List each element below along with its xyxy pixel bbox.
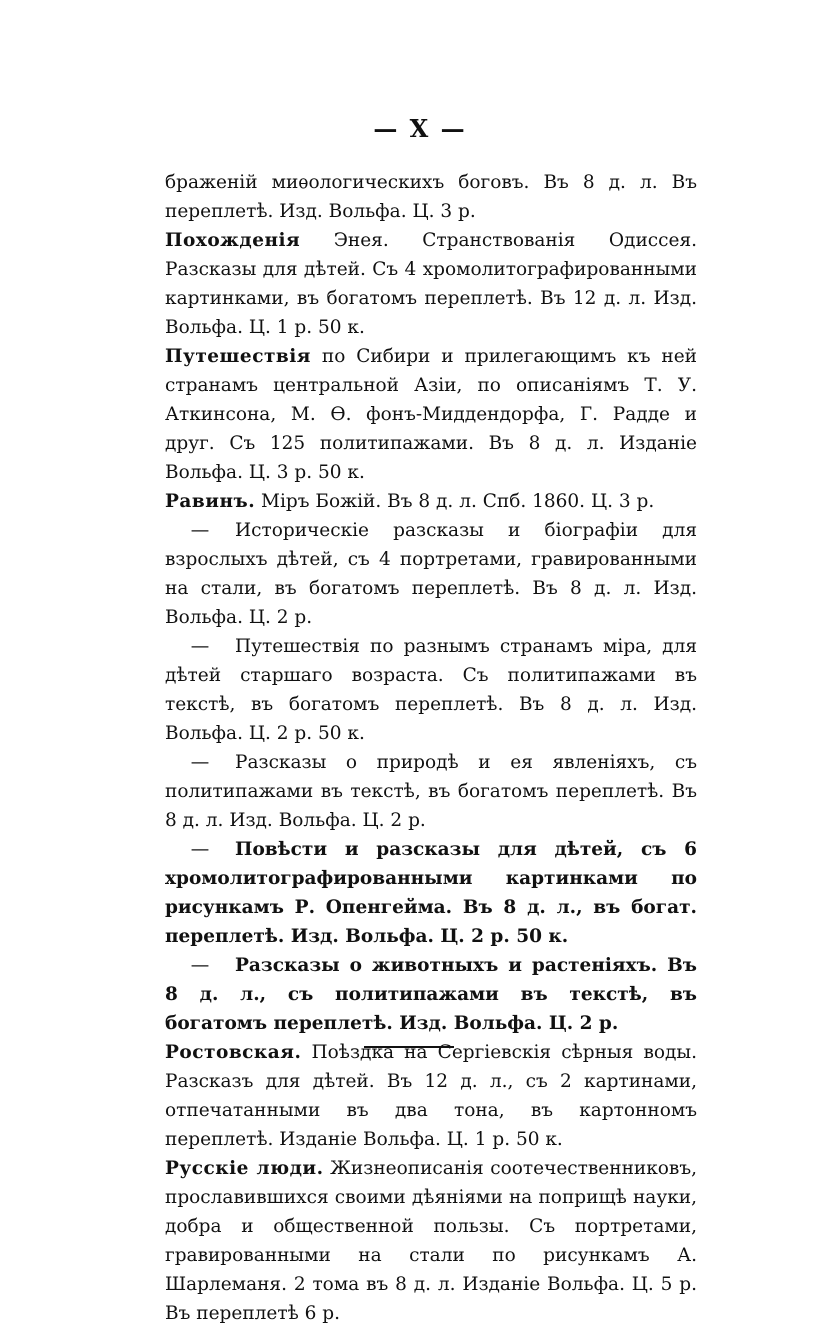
catalog-entry (165, 168, 697, 226)
catalog-entry (165, 748, 697, 835)
entry-text: браженій миѳологическихъ боговъ. Въ 8 д. л. Въ переплетѣ. Изд. Вольфа. Ц. 3 р. (165, 172, 697, 222)
catalog-entry (165, 226, 697, 342)
ditto-dash: — (190, 839, 210, 860)
entry-text: Жизнеописанія соотечественниковъ, прославившихся своими дѣяніями на поприщѣ науки, добра и общественной пользы. Съ портретами, гравированными на стали по рисункамъ А. Шарлеманя. 2 тома въ 8 д. л. Изданіе Вольфа. Ц. 5 р. Въ переплетѣ 6 р. (165, 1158, 698, 1324)
catalog-entry (165, 632, 697, 748)
ditto-dash: — (190, 636, 210, 657)
entry-heading: Русскіе люди. (165, 1158, 324, 1179)
catalog-entry (165, 516, 697, 632)
catalog-entry (165, 835, 697, 951)
entry-text: Историческіе разсказы и біографіи для взрослыхъ дѣтей, съ 4 портретами, гравированными на стали, въ богатомъ переплетѣ. Въ 8 д. л. Изд. Вольфа. Ц. 2 р. (165, 520, 697, 628)
entry-text: Путешествія по разнымъ странамъ міра, для дѣтей старшаго возраста. Съ политипажами въ текстѣ, въ богатомъ переплетѣ. Въ 8 д. л. Изд. Вольфа. Ц. 2 р. 50 к. (165, 636, 697, 744)
entry-heading: Похожденія (165, 230, 301, 251)
entry-text: Энея. Странствованія Одиссея. Разсказы для дѣтей. Съ 4 хромолитографированными картинками, въ богатомъ переплетѣ. Въ 12 д. л. Изд. Вольфа. Ц. 1 р. 50 к. (165, 230, 697, 338)
page-number: — X — (373, 114, 467, 143)
entry-text: Разсказы о природѣ и ея явленіяхъ, съ политипажами въ текстѣ, въ богатомъ переплетѣ. Въ 8 д. л. Изд. Вольфа. Ц. 2 р. (165, 752, 697, 831)
ditto-dash: — (190, 955, 210, 976)
catalog-entry (165, 951, 697, 1038)
entry-text: Повѣсти и разсказы для дѣтей, съ 6 хромолитографированными картинками по рисункамъ Р. Опенгейма. Въ 8 д. л., въ богат. переплетѣ. Изд. Вольфа. Ц. 2 р. 50 к. (165, 839, 697, 947)
entry-text: по Сибири и прилегающимъ къ ней странамъ центральной Азіи, по описаніямъ Т. У. Аткинсона, М. Ѳ. фонъ-Миддендорфа, Г. Радде и друг. Съ 125 политипажами. Въ 8 д. л. Изданіе Вольфа. Ц. 3 р. 50 к. (165, 346, 697, 483)
ditto-dash: — (190, 752, 210, 773)
entry-text: Разсказы о животныхъ и растеніяхъ. Въ 8 д. л., съ политипажами въ текстѣ, въ богатомъ переплетѣ. Изд. Вольфа. Ц. 2 р. (165, 955, 697, 1034)
catalog-entry (165, 1154, 697, 1328)
entry-heading: Путешествія (165, 346, 311, 367)
closing-rule (364, 1046, 454, 1048)
catalog-entry (165, 1038, 697, 1154)
entry-text: Поѣздка на Сергіевскія сѣрныя воды. Разсказъ для дѣтей. Въ 12 д. л., съ 2 картинами, отпечатанными въ два тона, въ картонномъ переплетѣ. Изданіе Вольфа. Ц. 1 р. 50 к. (165, 1042, 697, 1150)
catalog-entry (165, 487, 697, 516)
catalog-text (165, 168, 697, 1328)
entry-heading: Ростовская. (165, 1042, 302, 1063)
ditto-dash: — (190, 520, 210, 541)
catalog-entry (165, 342, 697, 487)
entry-heading: Равинъ. (165, 491, 256, 512)
entry-text: Міръ Божій. Въ 8 д. л. Спб. 1860. Ц. 3 р. (255, 491, 655, 512)
